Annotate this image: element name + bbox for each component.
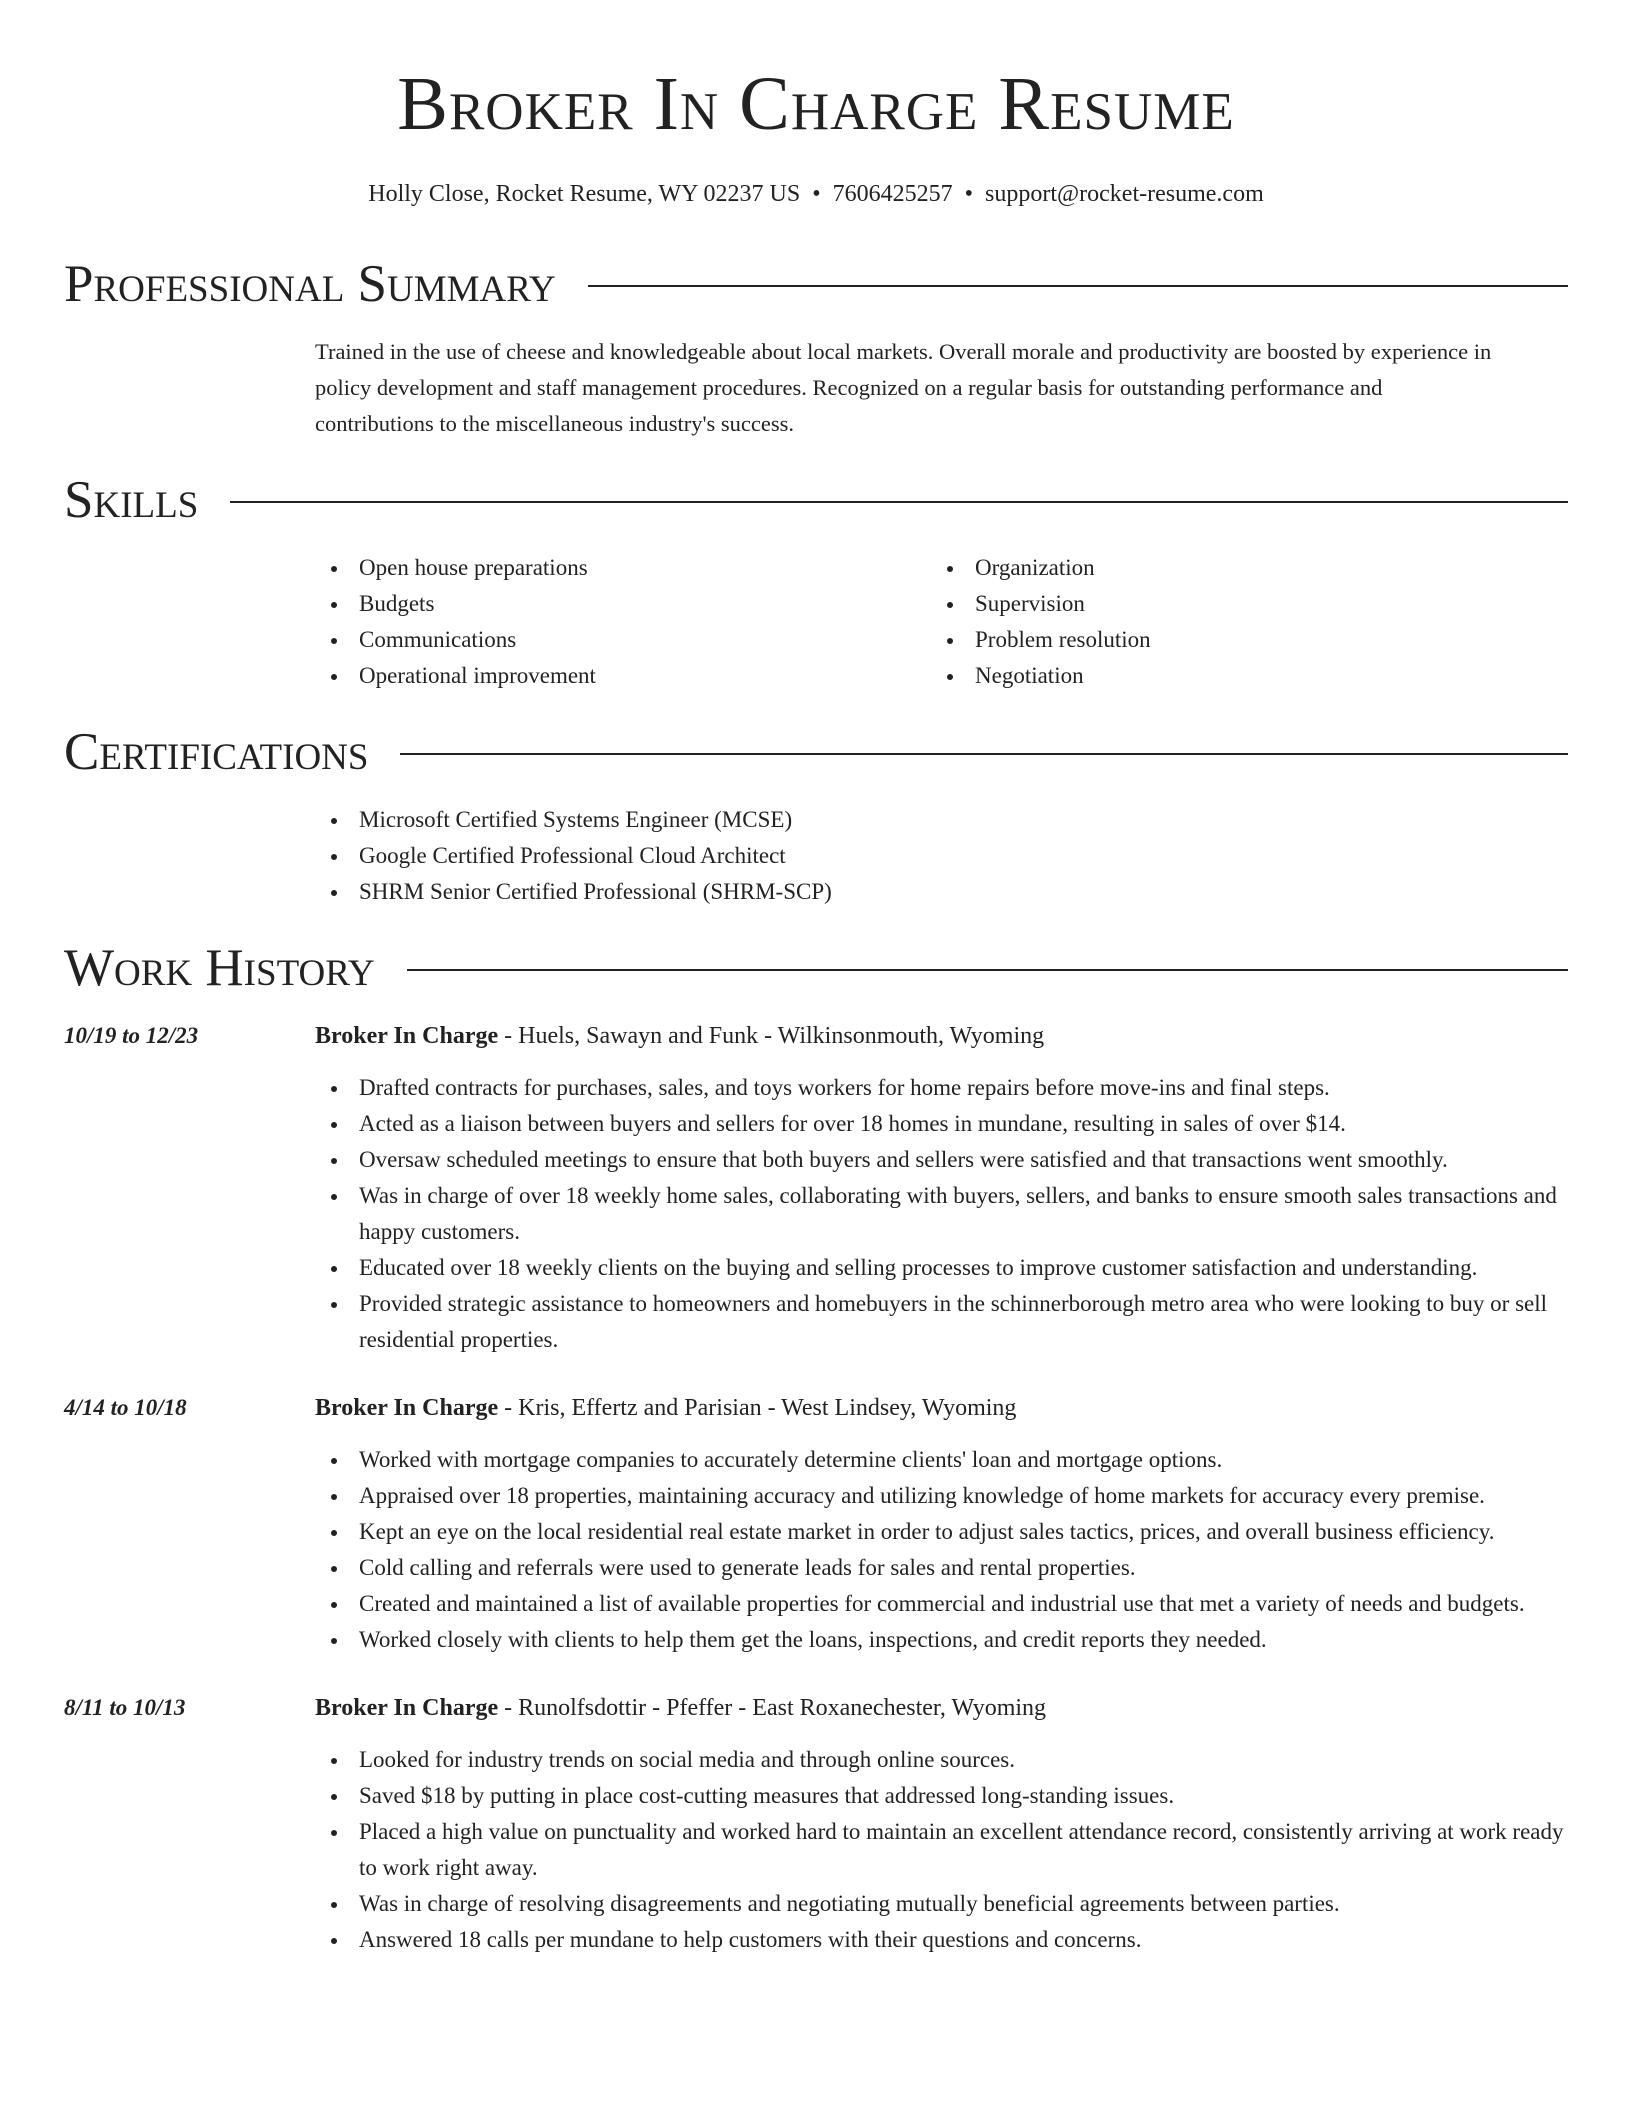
skill-item: Problem resolution	[931, 622, 1547, 658]
job-dates: 10/19 to 12/23	[64, 1023, 199, 1048]
contact-email: support@rocket-resume.com	[985, 181, 1264, 207]
job-duty: Educated over 18 weekly clients on the buying and selling processes to improve customer satisfaction and understanding.	[315, 1250, 1568, 1286]
contact-separator: •	[812, 181, 821, 207]
job-duty: Answered 18 calls per mundane to help customers with their questions and concerns.	[315, 1922, 1568, 1958]
job-details	[315, 1390, 1568, 1658]
skill-item: Operational improvement	[315, 658, 931, 694]
contact-line	[64, 178, 1568, 210]
certification-item: Microsoft Certified Systems Engineer (MCSE)	[315, 802, 1568, 838]
contact-phone: 7606425257	[832, 181, 953, 207]
job-duty: Provided strategic assistance to homeowners and homebuyers in the schinnerborough metro area who were looking to buy or sell residential properties.	[315, 1286, 1568, 1358]
skills-list	[315, 550, 1568, 694]
skills-column-left	[315, 550, 931, 694]
job-duty: Worked closely with clients to help them get the loans, inspections, and credit reports they needed.	[315, 1622, 1568, 1658]
job-duty: Placed a high value on punctuality and worked hard to maintain an excellent attendance record, consistently arriving at work ready to work right away.	[315, 1814, 1568, 1886]
skill-item: Organization	[931, 550, 1547, 586]
job-title: Broker In Charge	[315, 1395, 499, 1421]
skills-heading: Skills	[64, 471, 199, 529]
summary-section-header	[64, 252, 1568, 316]
job-heading	[315, 1690, 1568, 1726]
job-details	[315, 1018, 1568, 1358]
section-divider	[588, 285, 1568, 287]
work-history-heading: Work History	[64, 939, 375, 997]
skill-item: Open house preparations	[315, 550, 931, 586]
job-duty: Cold calling and referrals were used to generate leads for sales and rental properties.	[315, 1550, 1568, 1586]
certification-item: Google Certified Professional Cloud Architect	[315, 838, 1568, 874]
job-entry	[64, 1018, 1568, 1358]
job-employer: - Kris, Effertz and Parisian - West Lindsey, Wyoming	[498, 1395, 1017, 1421]
job-dates: 8/11 to 10/13	[64, 1695, 186, 1720]
certifications-list	[315, 802, 1568, 910]
page-title: Broker In Charge Resume	[397, 62, 1235, 146]
job-duty: Was in charge of resolving disagreements and negotiating mutually beneficial agreements between parties.	[315, 1886, 1568, 1922]
job-entry	[64, 1690, 1568, 1958]
job-duty: Worked with mortgage companies to accurately determine clients' loan and mortgage options.	[315, 1442, 1568, 1478]
job-duty: Was in charge of over 18 weekly home sales, collaborating with buyers, sellers, and banks to ensure smooth sales transactions and happy customers.	[315, 1178, 1568, 1250]
contact-separator: •	[964, 181, 974, 207]
job-duties	[315, 1070, 1568, 1358]
job-duty: Kept an eye on the local residential real estate market in order to adjust sales tactics, prices, and overall business efficiency.	[315, 1514, 1568, 1550]
job-duties	[315, 1742, 1568, 1958]
job-details	[315, 1690, 1568, 1958]
summary-heading: Professional Summary	[64, 255, 556, 313]
section-divider	[230, 501, 1568, 503]
job-duty: Looked for industry trends on social media and through online sources.	[315, 1742, 1568, 1778]
skill-item: Budgets	[315, 586, 931, 622]
work-history-section-header	[64, 936, 1568, 1000]
job-employer: - Runolfsdottir - Pfeffer - East Roxanechester, Wyoming	[498, 1695, 1047, 1721]
skill-item: Communications	[315, 622, 931, 658]
job-entry	[64, 1390, 1568, 1658]
summary-text: Trained in the use of cheese and knowledgeable about local markets. Overall morale and productivity are boosted by experience in policy development and staff management procedures. Recognized on a regular basis for outstanding performance and contributions to the miscellaneous industry's success.	[315, 339, 1492, 436]
contact-address: Holly Close, Rocket Resume, WY 02237 US	[368, 181, 801, 207]
job-title: Broker In Charge	[315, 1695, 499, 1721]
certifications-heading: Certifications	[64, 723, 369, 781]
job-duty: Created and maintained a list of available properties for commercial and industrial use that met a variety of needs and budgets.	[315, 1586, 1568, 1622]
certification-item: SHRM Senior Certified Professional (SHRM-SCP)	[315, 874, 1568, 910]
skills-section-header	[64, 468, 1568, 532]
job-duty: Drafted contracts for purchases, sales, and toys workers for home repairs before move-ins and final steps.	[315, 1070, 1568, 1106]
section-divider	[407, 969, 1568, 971]
job-title: Broker In Charge	[315, 1023, 499, 1049]
job-heading	[315, 1018, 1568, 1054]
job-duty: Oversaw scheduled meetings to ensure that both buyers and sellers were satisfied and that transactions went smoothly.	[315, 1142, 1568, 1178]
job-heading	[315, 1390, 1568, 1426]
skill-item: Supervision	[931, 586, 1547, 622]
job-duty: Appraised over 18 properties, maintaining accuracy and utilizing knowledge of home markets for accuracy every premise.	[315, 1478, 1568, 1514]
job-duty: Saved $18 by putting in place cost-cutting measures that addressed long-standing issues.	[315, 1778, 1568, 1814]
skills-column-right	[931, 550, 1547, 694]
job-employer: - Huels, Sawayn and Funk - Wilkinsonmouth, Wyoming	[498, 1023, 1045, 1049]
skill-item: Negotiation	[931, 658, 1547, 694]
resume-page	[64, 0, 1568, 1958]
job-dates: 4/14 to 10/18	[64, 1395, 187, 1420]
certifications-section-header	[64, 720, 1568, 784]
job-duties	[315, 1442, 1568, 1658]
section-divider	[400, 753, 1568, 755]
job-duty: Acted as a liaison between buyers and sellers for over 18 homes in mundane, resulting in sales of over $14.	[315, 1106, 1568, 1142]
